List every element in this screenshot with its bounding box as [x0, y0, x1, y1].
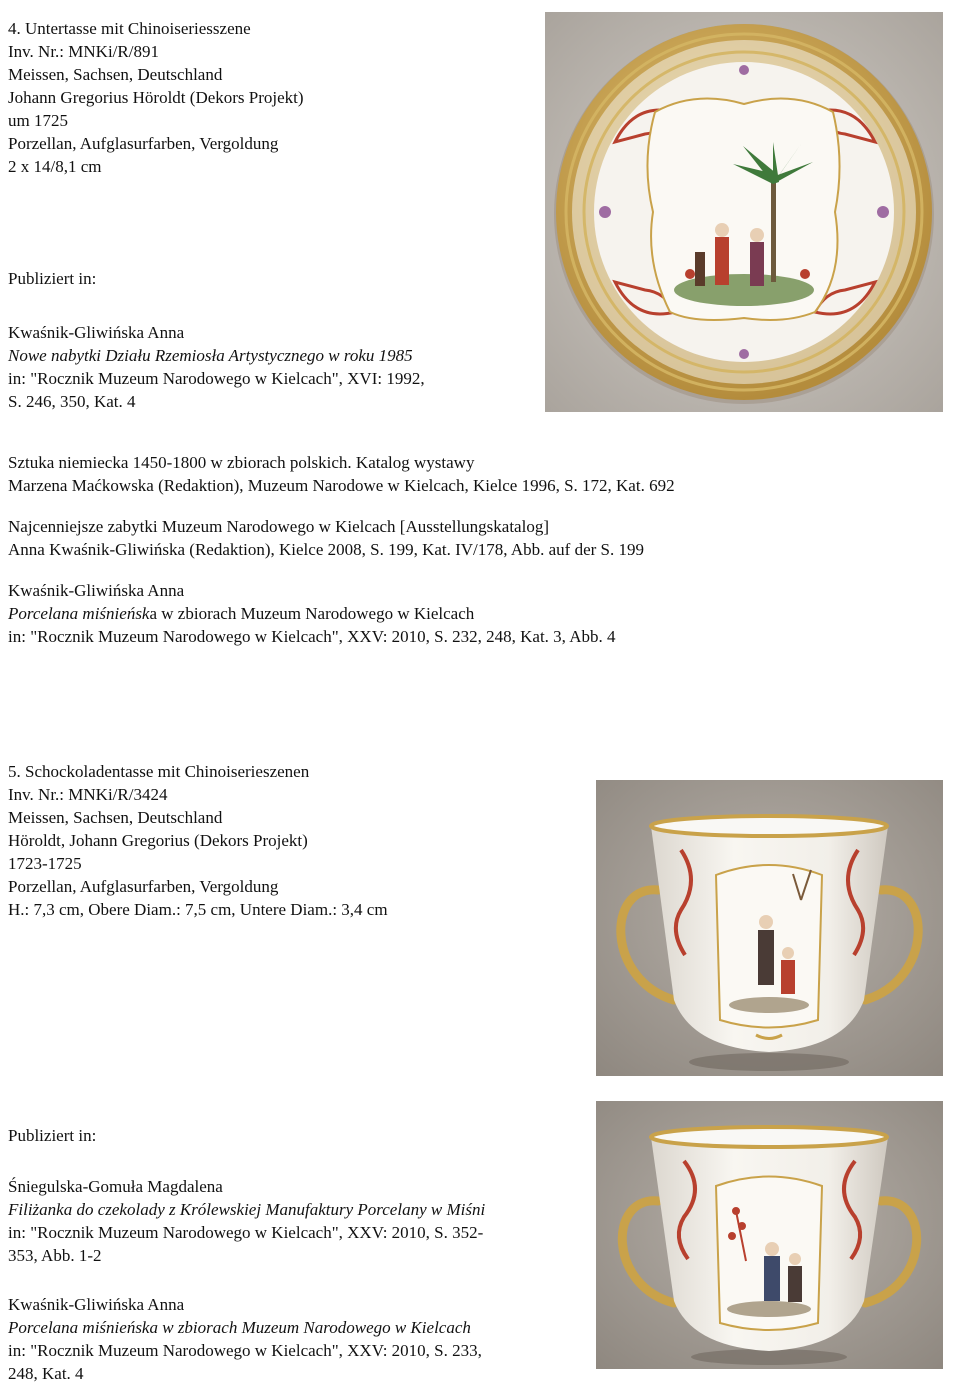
item5-ref2-journal: in: "Rocznik Muzeum Narodowego w Kielcach", XXV: 2010, S. 233,: [8, 1341, 482, 1360]
item4-ref4-title: [8, 603, 474, 625]
item4-ref3-title: Najcenniejsze zabytki Muzeum Narodowego w Kielcach [Ausstellungskatalog]: [8, 517, 549, 536]
item5-ref1-author: Śniegulska-Gomuła Magdalena: [8, 1177, 223, 1196]
item4-dimensions: 2 x 14/8,1 cm: [8, 157, 102, 176]
item4-ref1-pages: S. 246, 350, Kat. 4: [8, 392, 136, 411]
item4-published-heading: Publiziert in:: [8, 269, 97, 288]
item4-material: Porzellan, Aufglasurfarben, Vergoldung: [8, 134, 279, 153]
cup-front-illustration: [596, 780, 943, 1076]
item4-ref4-journal: in: "Rocznik Muzeum Narodowego w Kielcach", XXV: 2010, S. 232, 248, Kat. 3, Abb. 4: [8, 627, 616, 646]
item5-dimensions: H.: 7,3 cm, Obere Diam.: 7,5 cm, Untere Diam.: 3,4 cm: [8, 900, 388, 919]
item4-ref1-journal: in: "Rocznik Muzeum Narodowego w Kielcach", XVI: 1992,: [8, 369, 425, 388]
saucer-illustration: [545, 12, 943, 412]
item4-ref3-editor: Anna Kwaśnik-Gliwińska (Redaktion), Kielce 2008, S. 199, Kat. IV/178, Abb. auf der S. 199: [8, 540, 644, 559]
item4-ref2-editor: Marzena Maćkowska (Redaktion), Muzeum Narodowe w Kielcach, Kielce 1996, S. 172, Kat. 692: [8, 476, 675, 495]
item4-artist: Johann Gregorius Höroldt (Dekors Projekt): [8, 88, 304, 107]
item4-ref2-title: Sztuka niemiecka 1450-1800 w zbiorach polskich. Katalog wystawy: [8, 453, 475, 472]
item4-ref1-author: Kwaśnik-Gliwińska Anna: [8, 323, 185, 342]
item5-material: Porzellan, Aufglasurfarben, Vergoldung: [8, 877, 279, 896]
cup-photo-front: [596, 780, 943, 1076]
item5-ref2-title: Porcelana miśnieńska w zbiorach Muzeum Narodowego w Kielcach: [8, 1318, 471, 1337]
item5-inventory-number: Inv. Nr.: MNKi/R/3424: [8, 785, 168, 804]
item5-ref2-author: Kwaśnik-Gliwińska Anna: [8, 1295, 185, 1314]
item4-place: Meissen, Sachsen, Deutschland: [8, 65, 223, 84]
item4-ref4-author: Kwaśnik-Gliwińska Anna: [8, 581, 185, 600]
item5-title: 5. Schockoladentasse mit Chinoiserieszenen: [8, 762, 310, 781]
item5-place: Meissen, Sachsen, Deutschland: [8, 808, 223, 827]
item5-published-heading: Publiziert in:: [8, 1126, 97, 1145]
item4-title: 4. Untertasse mit Chinoiseriesszene: [8, 19, 251, 38]
item5-date: 1723-1725: [8, 854, 82, 873]
item4-ref4-title-rest: a w zbiorach Muzeum Narodowego w Kielcach: [149, 604, 475, 623]
item4-inventory-number: Inv. Nr.: MNKi/R/891: [8, 42, 159, 61]
cup-back-illustration: [596, 1101, 943, 1369]
cup-photo-back: [596, 1101, 943, 1369]
item5-ref1-journal: in: "Rocznik Muzeum Narodowego w Kielcach", XXV: 2010, S. 352-: [8, 1223, 484, 1242]
item5-ref2-pages: 248, Kat. 4: [8, 1364, 84, 1383]
item4-date: um 1725: [8, 111, 68, 130]
item5-artist: Höroldt, Johann Gregorius (Dekors Projekt): [8, 831, 308, 850]
item4-ref4-title-italic: Porcelana miśnieńsk: [8, 604, 150, 623]
item4-ref1-title: Nowe nabytki Działu Rzemiosła Artystycznego w roku 1985: [8, 346, 413, 365]
item5-ref1-pages: 353, Abb. 1-2: [8, 1246, 102, 1265]
item5-ref1-title: Filiżanka do czekolady z Królewskiej Manufaktury Porcelany w Miśni: [8, 1200, 486, 1219]
saucer-photo: [545, 12, 943, 412]
